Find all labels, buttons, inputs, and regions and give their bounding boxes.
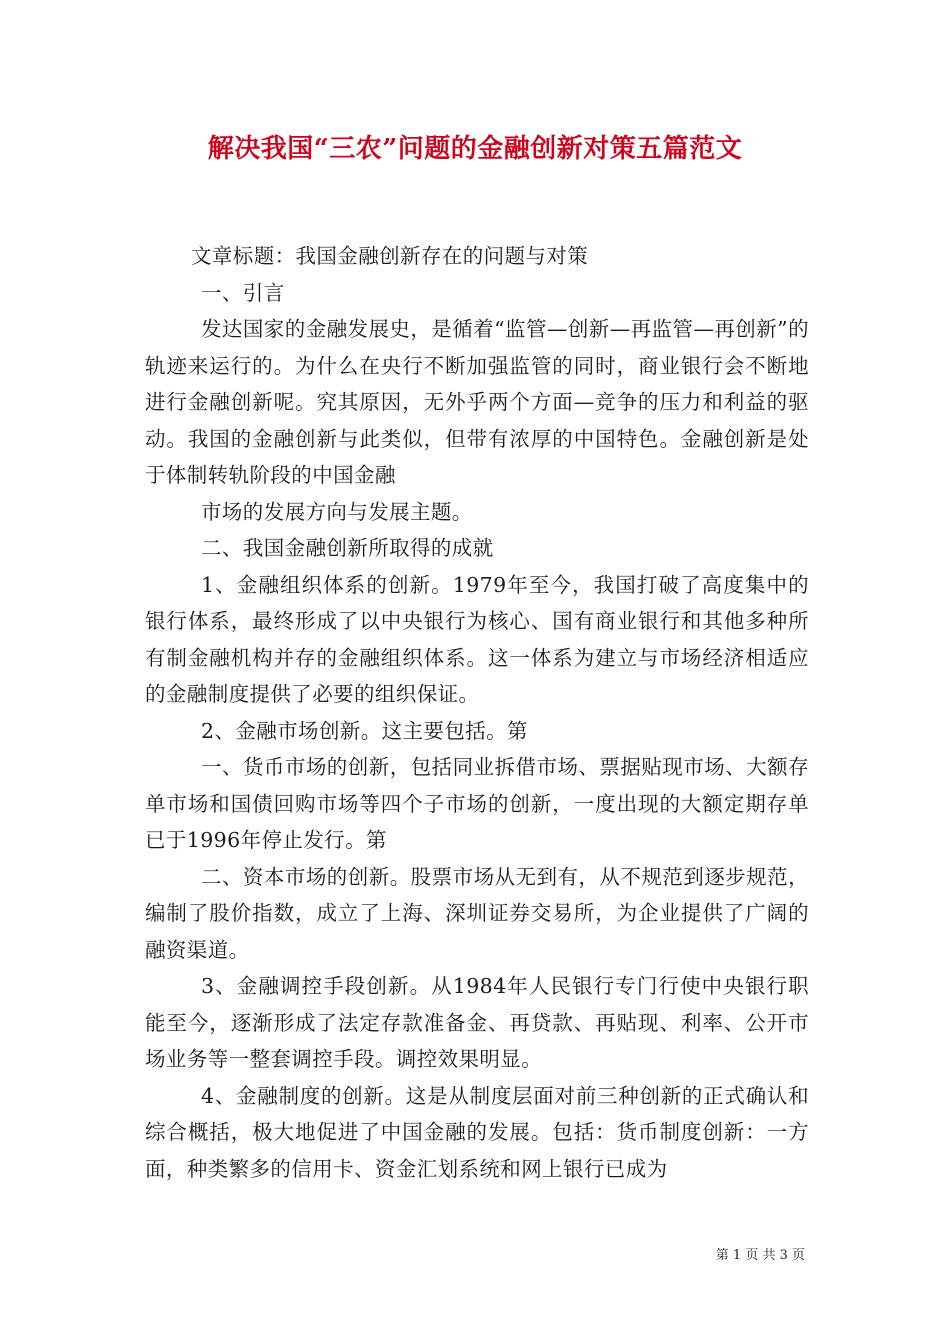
paragraph-heading-achievements: 二、我国金融创新所取得的成就 [201,536,494,560]
paragraph-intro-continued: 市场的发展方向与发展主题。 [201,499,473,524]
paragraph-intro-body: 发达国家的金融发展史，是循着“监管—创新—再监管—再创新”的轨迹来运行的。为什么在央行不断加强监管的同时，商业银行会不断地进行金融创新呢。究其原因，无外乎两个方面—竞争的压力和利益的驱动。我国的金融创新与此类似，但带有浓厚的中国特色。金融创新是处于体制转轨阶段的中国金融 [145,317,809,487]
paragraph-item-1: 1、金融组织体系的创新。1979年至今，我国打破了高度集中的银行体系，最终形成了以中央银行为核心、国有商业银行和其他多种所有制金融机构并存的金融组织体系。这一体系为建立与市场经济相适应的金融制度提供了必要的组织保证。 [145,572,809,706]
paragraph-capital-market: 二、资本市场的创新。股票市场从无到有，从不规范到逐步规范，编制了股价指数，成立了上海、深圳证券交易所，为企业提供了广阔的融资渠道。 [145,864,809,962]
page-number-footer: 第 1 页 共 3 页 [715,1248,805,1263]
paragraph-article-title: 文章标题：我国金融创新存在的问题与对策 [191,244,589,268]
paragraph-money-market: 一、货币市场的创新，包括同业拆借市场、票据贴现市场、大额存单市场和国债回购市场等四个子市场的创新，一度出现的大额定期存单已于1996年停止发行。第 [145,755,809,852]
paragraph-item-3: 3、金融调控手段创新。从1984年人民银行专门行使中央银行职能至今，逐渐形成了法定存款准备金、再贷款、再贴现、利率、公开市场业务等一整套调控手段。调控效果明显。 [145,974,809,1071]
paragraph-item-4: 4、金融制度的创新。这是从制度层面对前三种创新的正式确认和综合概括，极大地促进了中国金融的发展。包括：货币制度创新：一方面，种类繁多的信用卡、资金汇划系统和网上银行已成为 [145,1083,809,1181]
paragraph-item-2: 2、金融市场创新。这主要包括。第 [201,718,528,743]
document-title: 解决我国“三农”问题的金融创新对策五篇范文 [207,134,743,164]
document-body [145,238,809,1187]
paragraph-heading-intro: 一、引言 [201,280,285,305]
